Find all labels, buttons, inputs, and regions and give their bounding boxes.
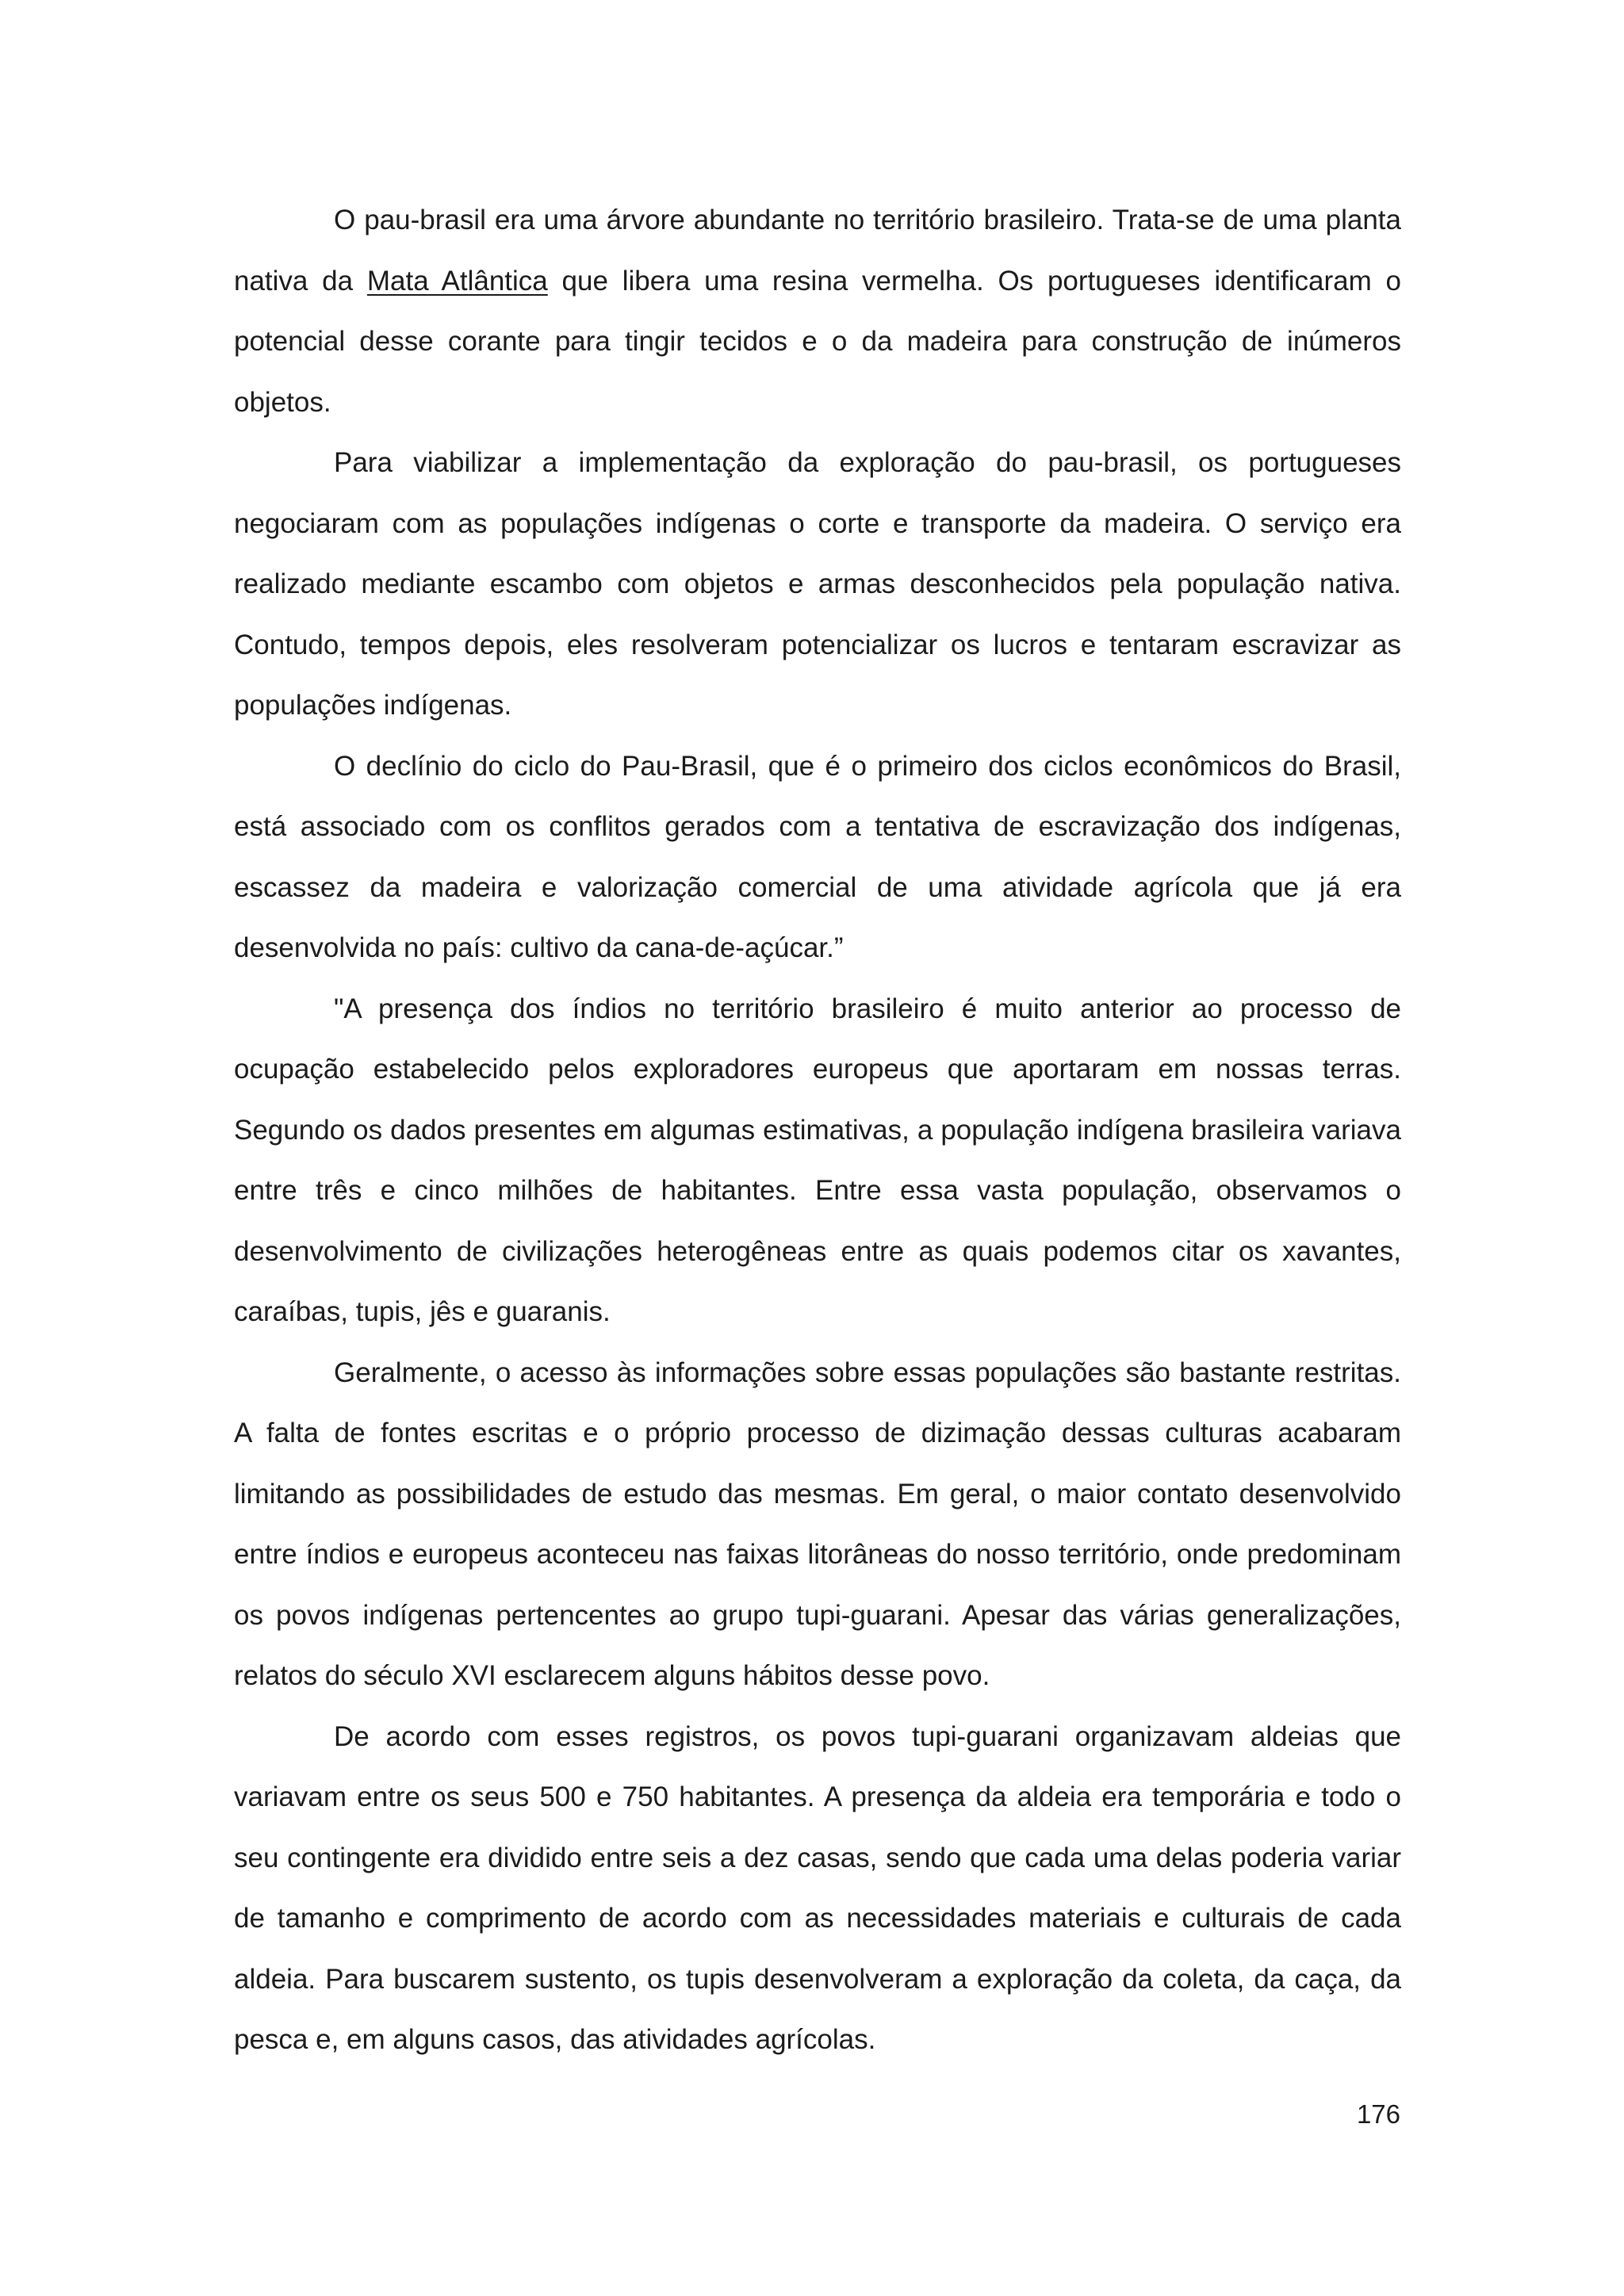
paragraph-presenca-indios: "A presença dos índios no território brasileiro é muito anterior ao processo de ocupação estabelecido pelos exploradores europeus que aportaram em nossas terras. Segundo os dados presentes em algumas estimativas, a população indígena brasileira variava entre três e cinco milhões de habitantes. Entre essa vasta população, observamos o desenvolvimento de civilizações heterogêneas entre as quais podemos citar os xavantes, caraíbas, tupis, jês e guaranis. xyxy=(234,993,1401,1327)
paragraph-pau-brasil xyxy=(234,190,1401,433)
paragraph-exploracao: Para viabilizar a implementação da exploração do pau-brasil, os portugueses negociaram com as populações indígenas o corte e transporte da madeira. O serviço era realizado mediante escambo com objetos e armas desconhecidos pela população nativa. Contudo, tempos depois, eles resolveram potencializar os lucros e tentaram escravizar as populações indígenas. xyxy=(234,447,1401,721)
mata-atlantica-link[interactable]: Mata Atlântica xyxy=(366,265,548,297)
paragraph-1-end: que libera uma resina vermelha. Os portugueses identificaram o potencial desse corante para tingir tecidos e o da madeira para construção de inúmeros objetos. xyxy=(234,265,1402,418)
paragraph-aldeias: De acordo com esses registros, os povos tupi-guarani organizavam aldeias que variavam entre os seus 500 e 750 habitantes. A presença da aldeia era temporária e todo o seu contingente era dividido entre seis a dez casas, sendo que cada uma delas poderia variar de tamanho e comprimento de acordo com as necessidades materiais e culturais de cada aldeia. Para buscarem sustento, os tupis desenvolveram a exploração da coleta, da caça, da pesca e, em alguns casos, das atividades agrícolas. xyxy=(234,1720,1401,2055)
body-text xyxy=(234,190,1401,2071)
paragraph-1-start: O pau-brasil era uma árvore abundante no território brasileiro. Trata-se de uma planta nativa da xyxy=(234,205,1401,297)
page-number: 176 xyxy=(1356,2099,1400,2129)
paragraph-acesso-informacoes: Geralmente, o acesso às informações sobre essas populações são bastante restritas. A falta de fontes escritas e o próprio processo de dizimação dessas culturas acabaram limitando as possibilidades de estudo das mesmas. Em geral, o maior contato desenvolvido entre índios e europeus aconteceu nas faixas litorâneas do nosso território, onde predominam os povos indígenas pertencentes ao grupo tupi-guarani. Apesar das várias generalizações, relatos do século XVI esclarecem alguns hábitos desse povo. xyxy=(234,1357,1401,1691)
paragraph-declinio: O declínio do ciclo do Pau-Brasil, que é o primeiro dos ciclos econômicos do Brasil, está associado com os conflitos gerados com a tentativa de escravização dos indígenas, escassez da madeira e valorização comercial de uma atividade agrícola que já era desenvolvida no país: cultivo da cana-de-açúcar.” xyxy=(234,750,1401,963)
